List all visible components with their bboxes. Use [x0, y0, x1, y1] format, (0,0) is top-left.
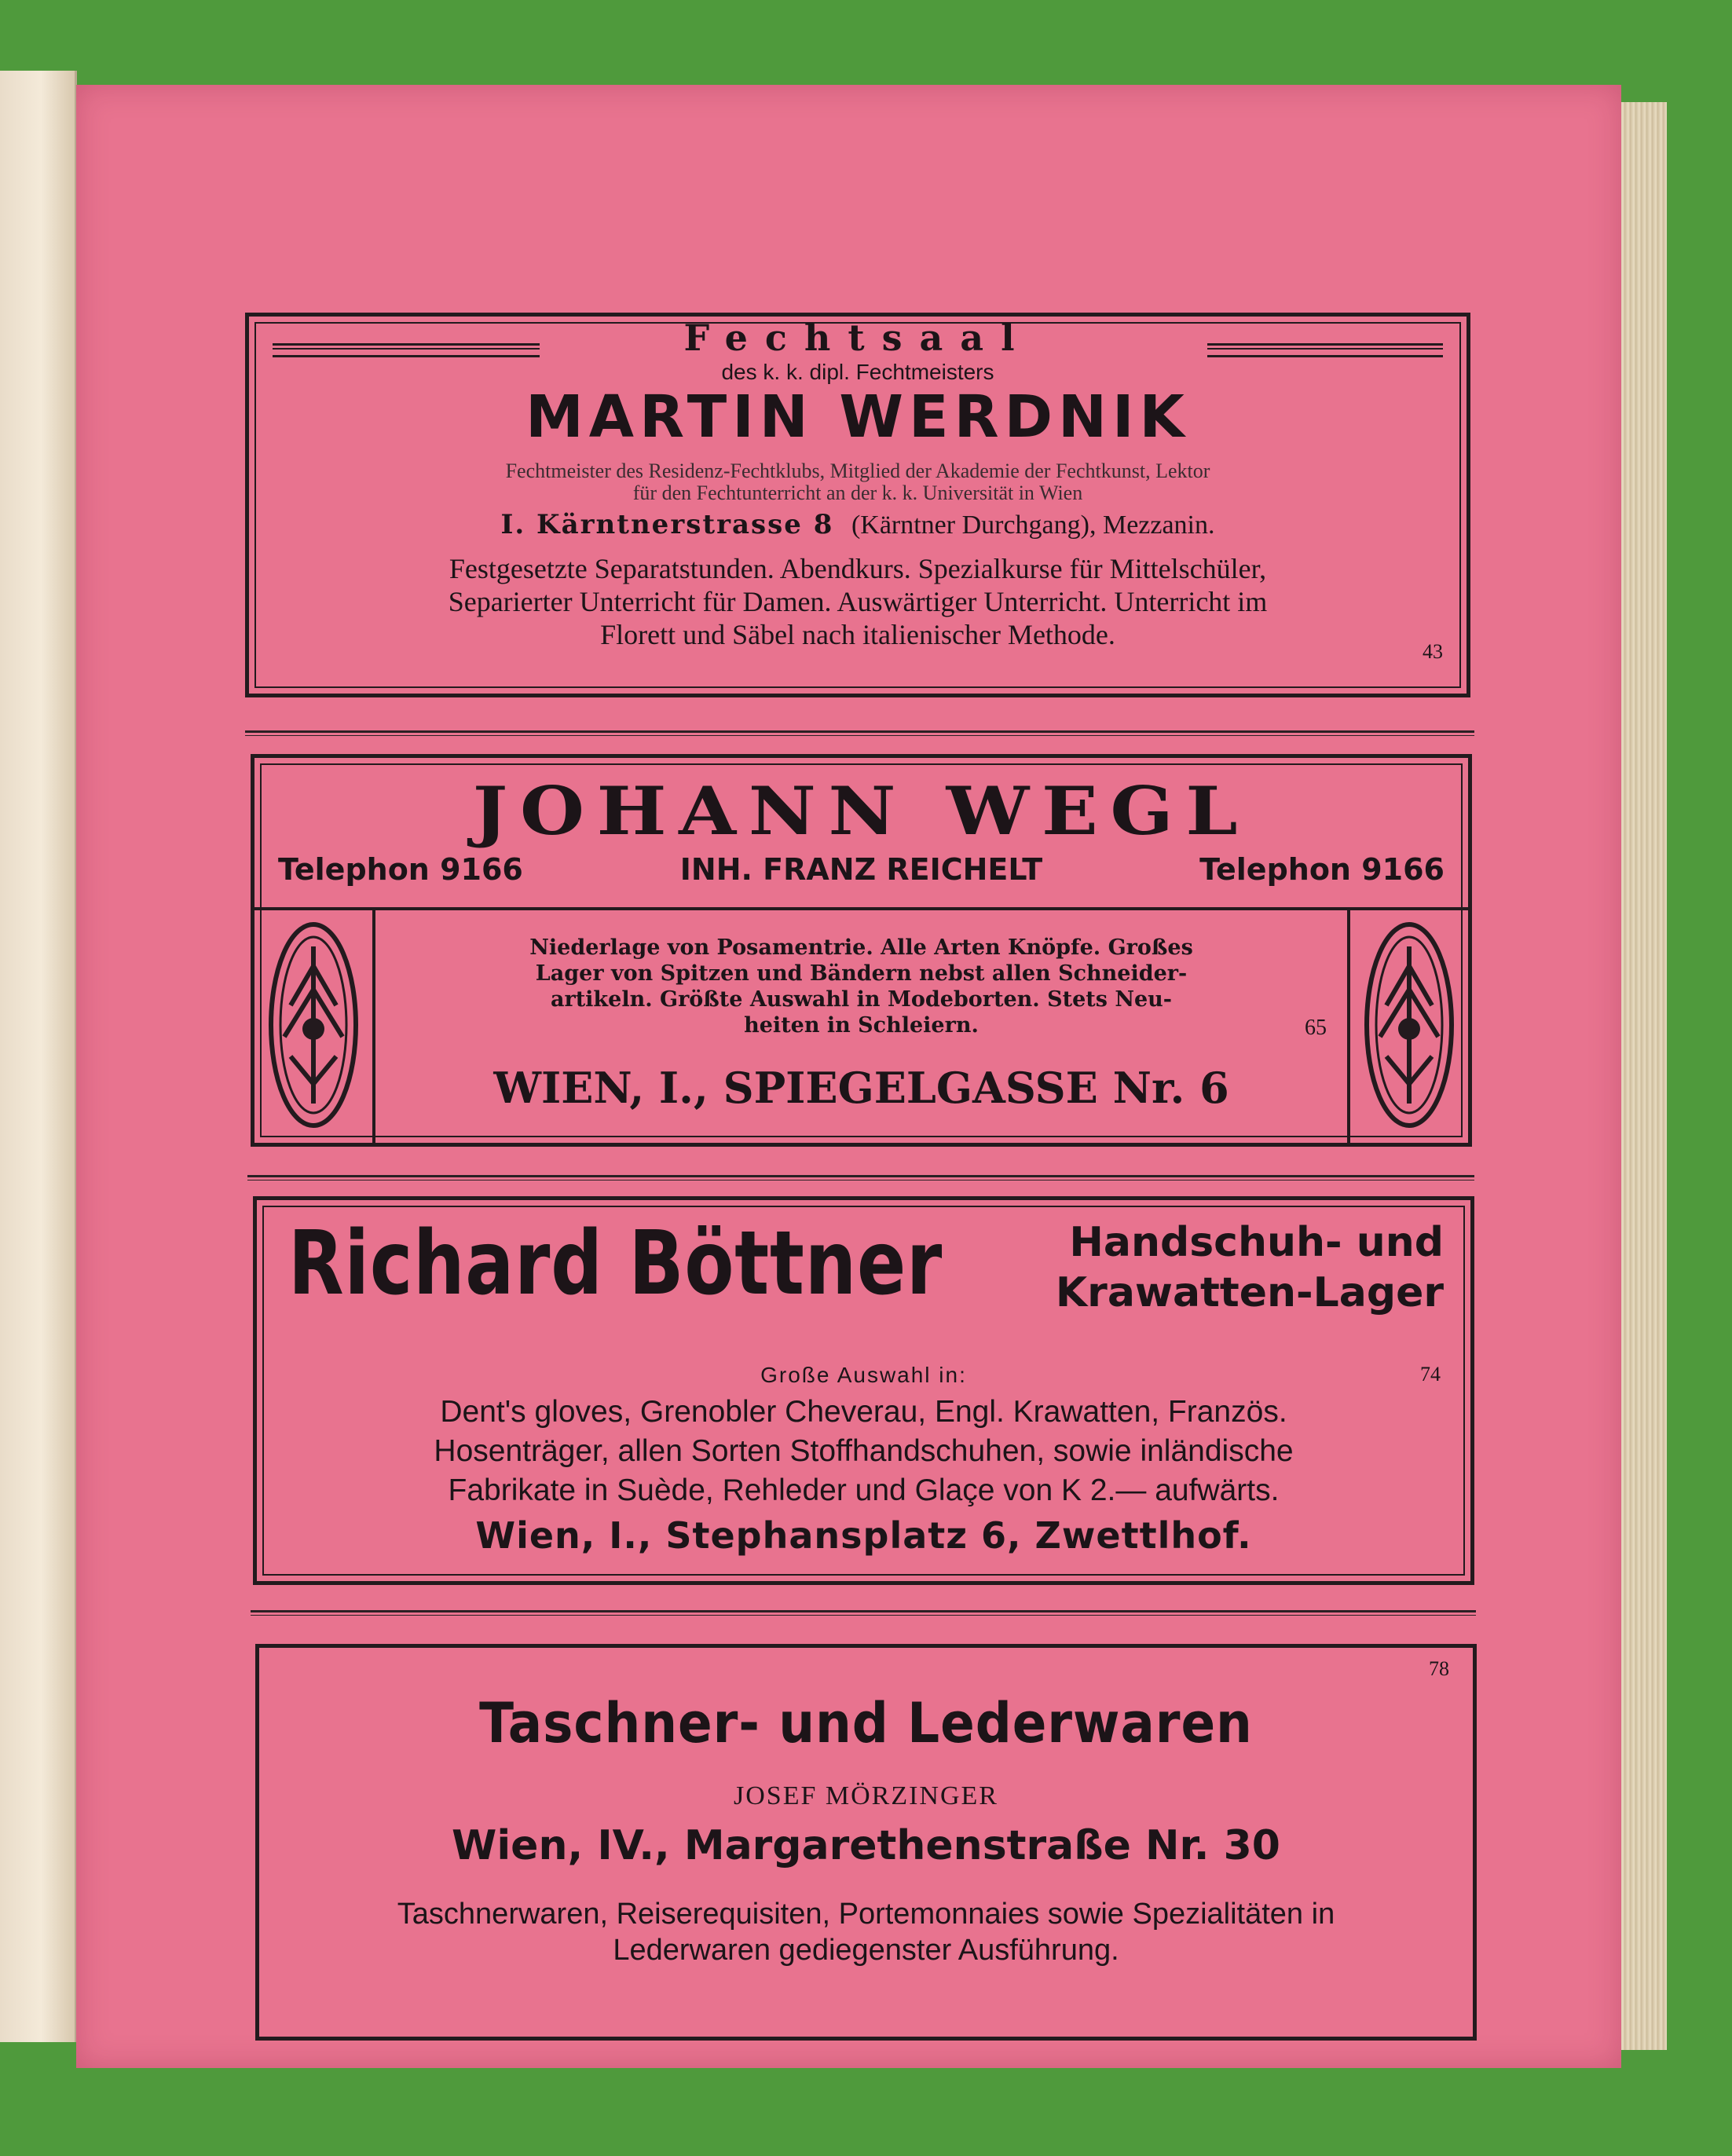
ad-subheading: des k. k. dipl. Fechtmeisters [721, 360, 994, 384]
ad-fechtsaal [245, 313, 1470, 697]
ad-text-line4: heiten in Schleiern. [744, 1013, 979, 1038]
ad-owner: INH. FRANZ REICHELT [679, 852, 1043, 887]
ad-text-line3: Florett und Säbel nach italienischer Methode. [600, 619, 1115, 650]
ad-intro: Große Auswahl in: [760, 1363, 967, 1387]
ad-text-line2: Separierter Unterricht für Damen. Auswärtiger Unterricht. Unterricht im [448, 586, 1268, 617]
ad-name: JOHANN WEGL [472, 772, 1250, 850]
ad-telephon-row [278, 852, 1445, 887]
ad-text-line1: Taschnerwaren, Reiserequisiten, Portemonnaies sowie Spezialitäten in [397, 1898, 1335, 1931]
ad-text-line2: Lager von Spitzen und Bändern nebst allen Schneider- [535, 961, 1188, 986]
leaf-ornament-icon [267, 919, 360, 1131]
ad-divider [254, 907, 1468, 910]
ad-address [249, 509, 1467, 540]
ad-text-line1: Festgesetzte Separatstunden. Abendkurs. Spezialkurse für Mittelschüler, [449, 553, 1267, 584]
ad-owner: JOSEF MÖRZINGER [734, 1781, 998, 1810]
ad-text-line3: artikeln. Größte Auswahl in Modeborten. Stets Neu- [550, 987, 1173, 1012]
page-stack-edge [1618, 102, 1667, 2050]
left-page-edge [0, 71, 77, 2042]
ad-heading: Fechtsaal [683, 317, 1032, 359]
ad-text-line2: Lederwaren gediegenster Ausführung. [613, 1934, 1119, 1967]
ad-address: Wien, I., Stephansplatz 6, Zwettlhof. [475, 1514, 1252, 1557]
ad-name: Richard Böttner [288, 1213, 943, 1315]
ad-text-line1: Dent's gloves, Grenobler Cheverau, Engl. Krawatten, Französ. [440, 1395, 1287, 1429]
ad-name: MARTIN WERDNIK [525, 383, 1190, 451]
leaf-ornament-icon [1363, 919, 1456, 1131]
ad-title: Taschner- und Lederwaren [479, 1691, 1253, 1755]
ad-divider-left [372, 907, 375, 1143]
ad-text-line3: Fabrikate in Suède, Rehleder und Glaçe von K 2.— aufwärts. [448, 1473, 1280, 1507]
ad-number: 74 [1420, 1363, 1441, 1385]
ad-credentials-line1: Fechtmeister des Residenz-Fechtklubs, Mitglied der Akademie der Fechtkunst, Lektor [505, 459, 1210, 482]
ad-number: 65 [1305, 1016, 1327, 1040]
ad-text-line2: Hosenträger, allen Sorten Stoffhandschuhen, sowie inländische [434, 1434, 1294, 1468]
ad-address-street: I. Kärntnerstrasse 8 [500, 509, 834, 540]
ad-divider-right [1347, 907, 1350, 1143]
separator-rule [251, 1610, 1476, 1616]
ad-credentials-line2: für den Fechtunterricht an der k. k. Universität in Wien [632, 481, 1083, 504]
ad-text-block [392, 935, 1331, 1038]
separator-rule [247, 1175, 1474, 1180]
ad-number: 43 [1423, 640, 1443, 663]
ad-richard-boettner [253, 1196, 1474, 1585]
ad-josef-moerzinger [255, 1644, 1477, 2041]
ad-tagline-line2: Krawatten-Lager [1055, 1269, 1444, 1316]
ad-text-line1: Niederlage von Posamentrie. Alle Arten Knöpfe. Großes [529, 935, 1193, 960]
ad-address: Wien, IV., Margarethenstraße Nr. 30 [452, 1822, 1280, 1869]
ad-address: WIEN, I., SPIEGELGASSE Nr. 6 [493, 1063, 1229, 1113]
ad-telephon-right: Telephon 9166 [1199, 852, 1445, 887]
ad-number: 78 [1429, 1657, 1449, 1680]
ad-tagline-line1: Handschuh- und [1069, 1219, 1444, 1266]
advertisement-page [76, 85, 1621, 2068]
ad-telephon-left: Telephon 9166 [278, 852, 523, 887]
ad-johann-wegl [251, 754, 1472, 1147]
ad-address-rest: (Kärntner Durchgang), Mezzanin. [851, 511, 1215, 540]
ad-tagline [1056, 1217, 1444, 1318]
separator-rule [245, 730, 1474, 736]
